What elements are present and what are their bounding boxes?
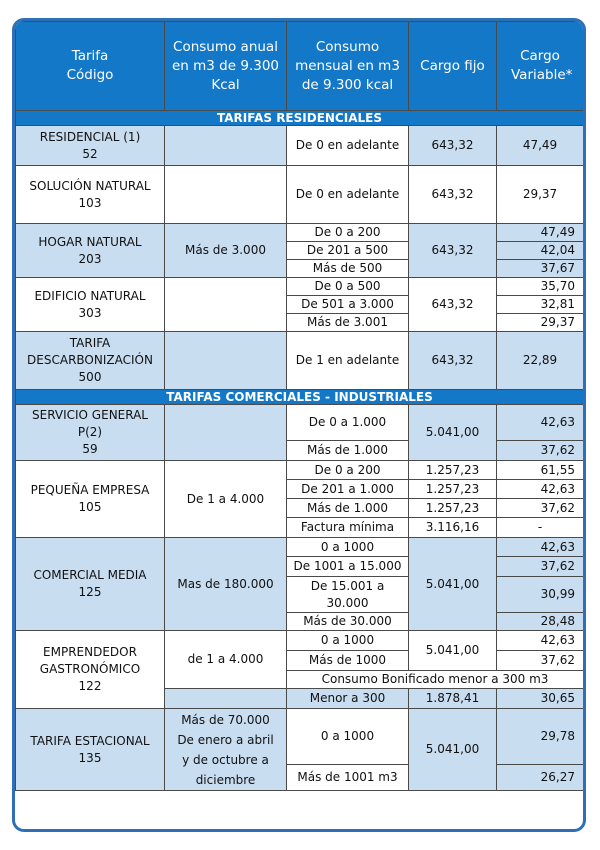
range-cell: Factura mínima: [287, 518, 409, 538]
var-cell: 28,48: [497, 613, 584, 631]
anual-cell: Más de 3.000: [165, 224, 287, 278]
range-cell: Menor a 300: [287, 689, 409, 709]
var-cell: 37,62: [497, 499, 584, 518]
table-row: [16, 126, 584, 166]
tarifa-name: PEQUEÑA EMPRESA: [30, 483, 150, 497]
fijo-cell: 1.878,41: [409, 689, 497, 709]
tariff-table-frame: [12, 18, 586, 832]
tarifa-name: RESIDENCIAL (1): [39, 129, 141, 144]
range-cell: De 0 a 1.000: [287, 405, 409, 441]
var-cell: 47,49: [497, 224, 584, 242]
anual-line-3: y de octubre a: [182, 752, 269, 767]
range-cell: De 1 en adelante: [287, 332, 409, 390]
range-cell: Más de 1.000: [287, 441, 409, 461]
fijo-cell: 643,32: [409, 224, 497, 278]
tarifa-name: HOGAR NATURAL: [38, 234, 142, 249]
range-cell: Más de 30.000: [287, 613, 409, 631]
tarifa-name: EMPRENDEDOR: [43, 645, 137, 659]
range-cell: De 1001 a 15.000: [287, 557, 409, 577]
anual-cell: [165, 405, 287, 461]
tarifa-name: SERVICIO GENERAL: [32, 408, 148, 422]
var-cell: 29,37: [497, 166, 584, 224]
range-cell: De 0 a 200: [287, 224, 409, 242]
header-consumo-anual: Consumo anual en m3 de 9.300 Kcal: [165, 22, 287, 111]
section-comerciales: [16, 390, 584, 405]
var-cell: 35,70: [497, 278, 584, 296]
range-cell: Más de 1000: [287, 651, 409, 671]
fijo-cell: 1.257,23: [409, 461, 497, 480]
anual-cell: de 1 a 4.000: [165, 631, 287, 689]
range-cell: 0 a 1000: [287, 631, 409, 651]
tariff-table: [15, 21, 584, 791]
section-residenciales: [16, 111, 584, 126]
fijo-cell: 5.041,00: [409, 405, 497, 461]
tarifa-cell: [16, 126, 165, 166]
range-cell: De 201 a 1.000: [287, 480, 409, 499]
tarifa-name-2: DESCARBONIZACIÓN: [27, 353, 153, 367]
bonificado-note: Consumo Bonificado menor a 300 m3: [287, 671, 584, 689]
tarifa-code: 203: [78, 251, 102, 266]
fijo-cell: 643,32: [409, 126, 497, 166]
range-cell: 0 a 1000: [287, 538, 409, 557]
var-cell: 42,63: [497, 631, 584, 651]
header-row: [16, 22, 584, 111]
header-cargo-variable: Cargo Variable*: [497, 22, 584, 111]
fijo-cell: 5.041,00: [409, 709, 497, 791]
fijo-cell: 643,32: [409, 166, 497, 224]
tarifa-code: 52: [82, 146, 98, 161]
fijo-cell: 1.257,23: [409, 480, 497, 499]
tarifa-code: 135: [78, 750, 102, 765]
tarifa-cell: [16, 224, 165, 278]
var-cell: 29,37: [497, 314, 584, 332]
table-row: [16, 278, 584, 296]
fijo-cell: 643,32: [409, 332, 497, 390]
tarifa-code: 105: [78, 500, 102, 514]
var-cell: 26,27: [497, 765, 584, 791]
tarifa-code: 125: [78, 585, 102, 599]
tarifa-cell: [16, 709, 165, 791]
anual-cell: De 1 a 4.000: [165, 461, 287, 538]
anual-cell: [165, 126, 287, 166]
tarifa-name: SOLUCIÓN NATURAL: [29, 178, 151, 193]
var-cell: 47,49: [497, 126, 584, 166]
table-row: [16, 224, 584, 242]
range-cell: De 15.001 a 30.000: [287, 577, 409, 613]
var-cell: 42,63: [497, 480, 584, 499]
table-row: [16, 405, 584, 441]
table-row: [16, 461, 584, 480]
table-row: [16, 709, 584, 765]
range-cell: De 0 a 500: [287, 278, 409, 296]
var-cell: 37,62: [497, 441, 584, 461]
range-cell: Más de 1001 m3: [287, 765, 409, 791]
var-cell: 42,04: [497, 242, 584, 260]
section-title: TARIFAS RESIDENCIALES: [16, 111, 584, 126]
range-cell: De 501 a 3.000: [287, 296, 409, 314]
tarifa-cell: [16, 538, 165, 631]
var-cell: 30,99: [497, 577, 584, 613]
var-cell: 22,89: [497, 332, 584, 390]
tarifa-name-2: GASTRONÓMICO: [39, 662, 141, 676]
tarifa-name: COMERCIAL MEDIA: [33, 568, 147, 582]
var-cell: -: [497, 518, 584, 538]
anual-cell: [165, 166, 287, 224]
fijo-cell: 643,32: [409, 278, 497, 332]
tarifa-code: 103: [78, 195, 102, 210]
var-cell: 30,65: [497, 689, 584, 709]
tarifa-cell: [16, 631, 165, 709]
range-cell: 0 a 1000: [287, 709, 409, 765]
anual-line-1: Más de 70.000: [181, 712, 270, 727]
anual-line-2: De enero a abril: [177, 732, 274, 747]
fijo-cell: 1.257,23: [409, 499, 497, 518]
tarifa-name-2: P(2): [77, 425, 103, 439]
tarifa-name: EDIFICIO NATURAL: [34, 288, 146, 303]
tarifa-cell: [16, 166, 165, 224]
fijo-cell: 5.041,00: [409, 538, 497, 631]
range-cell: De 0 a 200: [287, 461, 409, 480]
var-cell: 37,62: [497, 651, 584, 671]
range-cell: Más de 1.000: [287, 499, 409, 518]
tarifa-cell: [16, 278, 165, 332]
tarifa-code: 59: [82, 442, 98, 456]
fijo-cell: 5.041,00: [409, 631, 497, 671]
tarifa-cell: [16, 405, 165, 461]
tarifa-code: 303: [78, 305, 102, 320]
tarifa-name: TARIFA: [69, 336, 111, 350]
header-tarifa: Tarifa Código: [16, 22, 165, 111]
anual-cell: [165, 709, 287, 791]
tarifa-code: 122: [78, 679, 102, 693]
header-consumo-mensual: Consumo mensual en m3 de 9.300 kcal: [287, 22, 409, 111]
section-title: TARIFAS COMERCIALES - INDUSTRIALES: [16, 390, 584, 405]
anual-cell: [165, 332, 287, 390]
tarifa-name: TARIFA ESTACIONAL: [30, 733, 150, 748]
anual-line-4: diciembre: [195, 772, 256, 787]
table-row: [16, 332, 584, 390]
var-cell: 32,81: [497, 296, 584, 314]
var-cell: 37,62: [497, 557, 584, 577]
range-cell: De 0 en adelante: [287, 166, 409, 224]
table-row: [16, 538, 584, 557]
range-cell: De 0 en adelante: [287, 126, 409, 166]
table-row: [16, 166, 584, 224]
anual-cell: Mas de 180.000: [165, 538, 287, 631]
range-cell: De 201 a 500: [287, 242, 409, 260]
range-cell: Más de 3.001: [287, 314, 409, 332]
var-cell: 29,78: [497, 709, 584, 765]
anual-cell: [165, 689, 287, 709]
table-row: [16, 631, 584, 651]
fijo-cell: 3.116,16: [409, 518, 497, 538]
var-cell: 37,67: [497, 260, 584, 278]
header-cargo-fijo: Cargo fijo: [409, 22, 497, 111]
tarifa-code: 500: [78, 370, 102, 384]
tarifa-cell: [16, 332, 165, 390]
tarifa-cell: [16, 461, 165, 538]
var-cell: 42,63: [497, 405, 584, 441]
var-cell: 42,63: [497, 538, 584, 557]
range-cell: Más de 500: [287, 260, 409, 278]
var-cell: 61,55: [497, 461, 584, 480]
anual-cell: [165, 278, 287, 332]
